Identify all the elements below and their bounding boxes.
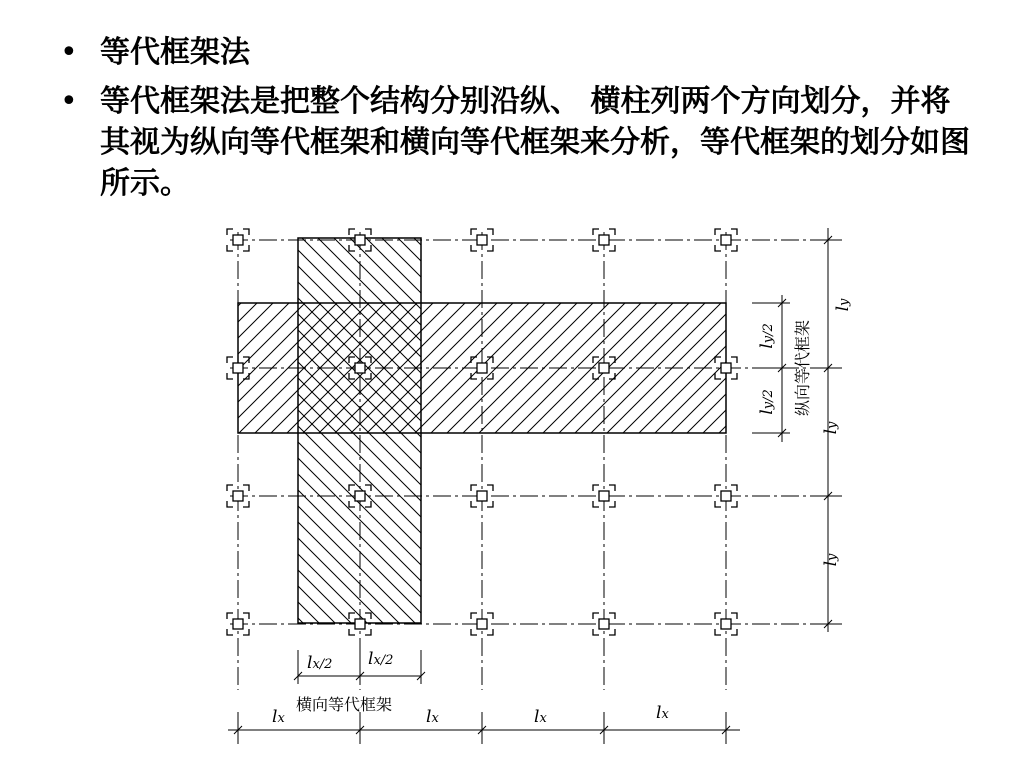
- dim-ly-3: ly: [821, 553, 841, 567]
- dim-lx-4: lx: [656, 703, 669, 723]
- bullet-text: 等代框架法: [100, 35, 250, 70]
- dim-ly-half-top: ly/2: [757, 323, 777, 349]
- bullet-icon: •: [60, 35, 78, 70]
- dim-lx-half-left: lx/2: [307, 653, 333, 673]
- dim-ly-1: ly: [833, 298, 853, 312]
- dim-ly-half-bottom: ly/2: [757, 389, 777, 415]
- bullet-text: 等代框架法是把整个结构分别沿纵、 横柱列两个方向划分，并将其视为纵向等代框架和横向等代框架来分析，等代框架的划分如图所示。: [100, 84, 970, 201]
- transverse-frame-label: 横向等代框架: [296, 695, 393, 714]
- bullet-icon: •: [60, 84, 78, 119]
- dim-lx-2: lx: [426, 707, 439, 727]
- longitudinal-frame-label: 纵向等代框架: [793, 319, 812, 417]
- dim-lx-1: lx: [272, 707, 285, 727]
- dim-ly-2: ly: [821, 421, 841, 435]
- dim-lx-3: lx: [534, 707, 547, 727]
- dim-lx-half-right: lx/2: [368, 649, 394, 669]
